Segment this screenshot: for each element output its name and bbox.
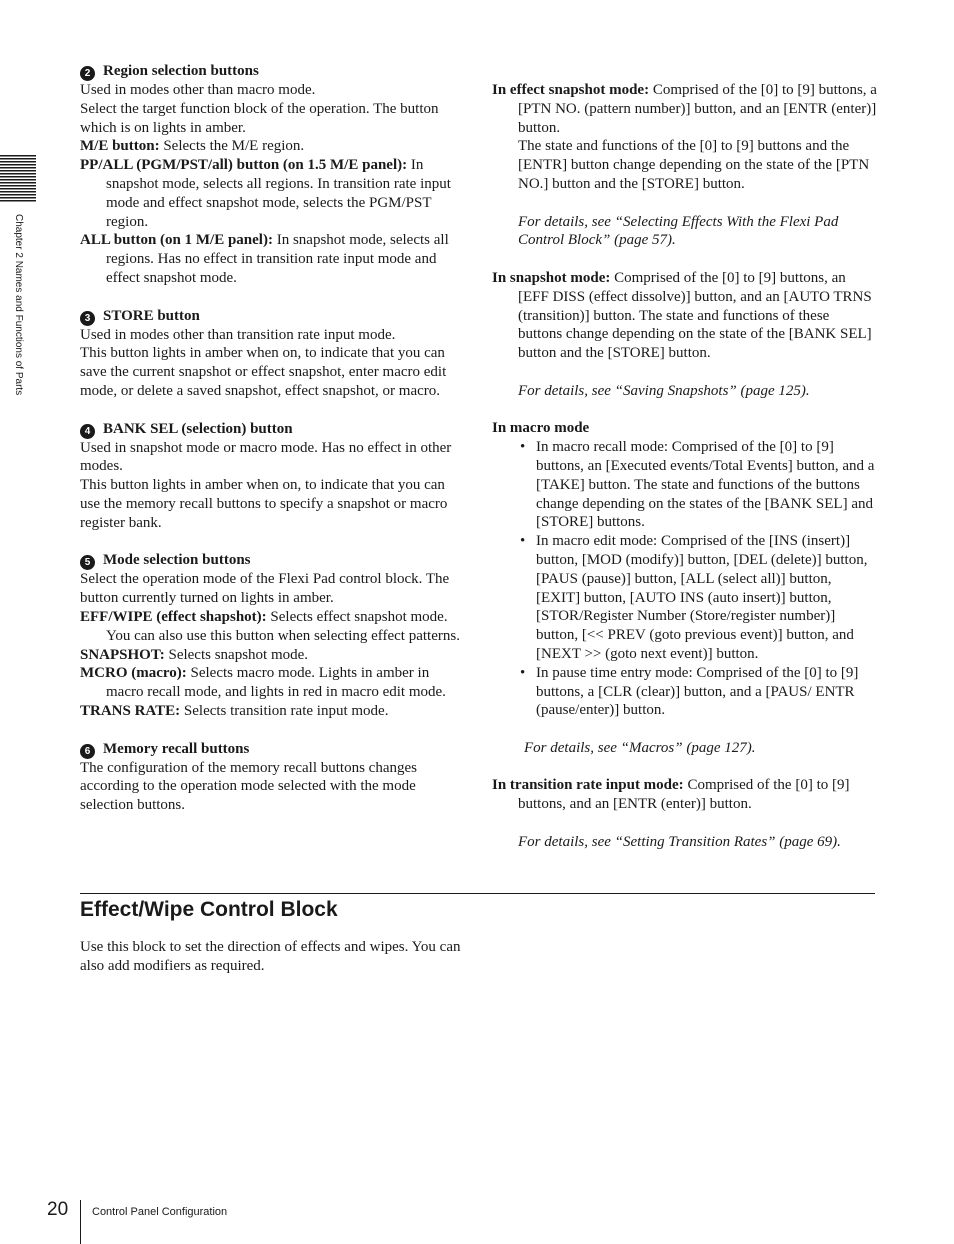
number-badge: 4: [80, 424, 95, 439]
section-heading: [80, 551, 462, 570]
definition-item: [80, 608, 462, 646]
snapshot-mode: [492, 269, 877, 401]
definition-item: [492, 269, 877, 363]
definition-term: M/E button:: [80, 138, 160, 155]
number-badge: 3: [80, 311, 95, 326]
section-store-button: [80, 307, 462, 401]
definition-item: [80, 646, 462, 665]
definition-text: Selects effect snapshot mode. You can also use this button when selecting effect patterns.: [106, 608, 460, 644]
effect-snapshot-mode: [492, 81, 877, 250]
paragraph: This button lights in amber when on, to indicate that you can use the memory recall buttons to specify a snapshot or macro register bank.: [80, 477, 448, 531]
definition-term: SNAPSHOT:: [80, 646, 165, 663]
definition-text: Selects transition rate input mode.: [180, 702, 389, 719]
footer-divider: [80, 1200, 81, 1244]
cross-reference: For details, see “Setting Transition Rates” (page 69).: [518, 833, 841, 850]
right-column: [492, 81, 877, 852]
bullet-list: [492, 438, 877, 720]
section-bank-sel: [80, 420, 462, 533]
definition-term: PP/ALL (PGM/PST/all) button (on 1.5 M/E panel):: [80, 157, 408, 174]
definition-text: Selects macro mode. Lights in amber in macro recall mode, and lights in red in macro edit mode.: [106, 665, 446, 701]
section-region-selection: [80, 62, 462, 288]
heading-text: STORE button: [103, 307, 200, 324]
section-heading: [80, 420, 462, 439]
definition-term: MCRO (macro):: [80, 665, 187, 682]
definition-term: EFF/WIPE (effect shapshot):: [80, 608, 267, 625]
subsection-heading: In macro mode: [492, 420, 590, 437]
left-column: [80, 62, 462, 815]
cross-reference: For details, see “Saving Snapshots” (page 125).: [518, 382, 810, 399]
transition-rate-mode: [492, 776, 877, 851]
definition-text: In snapshot mode, selects all regions. In transition rate input mode and effect snapshot mode, selects the PGM/PST region.: [106, 157, 451, 230]
section-heading: [80, 307, 462, 326]
paragraph: Select the target function block of the operation. The button which is on lights in amber.: [80, 100, 439, 136]
paragraph: The configuration of the memory recall buttons changes according to the operation mode selected with the mode selection buttons.: [80, 759, 417, 814]
number-badge: 6: [80, 744, 95, 759]
heading-text: BANK SEL (selection) button: [103, 420, 293, 437]
block-description: Use this block to set the direction of effects and wipes. You can also add modifiers as required.: [80, 939, 461, 974]
paragraph: This button lights in amber when on, to indicate that you can save the current snapshot or effect snapshot, enter macro edit mode, or delete a saved snapshot, effect snapshot, or macro.: [80, 345, 447, 399]
paragraph: The state and functions of the [0] to [9] buttons and the [ENTR] button change depending on the state of the [PTN NO.] button and the [STORE] button.: [518, 138, 870, 192]
heading-text: Region selection buttons: [103, 63, 259, 79]
definition-item: [80, 702, 462, 721]
definition-item: [80, 137, 462, 156]
block-title: Effect/Wipe Control Block: [80, 898, 338, 921]
cross-reference: For details, see “Macros” (page 127).: [524, 739, 756, 756]
chapter-label: Chapter 2 Names and Functions of Parts: [13, 214, 24, 396]
section-heading: [80, 740, 462, 759]
paragraph: Used in modes other than transition rate input mode.: [80, 326, 396, 343]
definition-text: Selects snapshot mode.: [164, 646, 309, 663]
section-divider: [80, 893, 875, 894]
definition-text: Comprised of the [0] to [9] buttons, and an [ENTR (enter)] button.: [518, 777, 850, 813]
definition-text: Selects the M/E region.: [159, 138, 305, 155]
footer-title: Control Panel Configuration: [92, 1206, 228, 1218]
heading-text: Memory recall buttons: [103, 740, 250, 757]
section-memory-recall: [80, 740, 462, 815]
heading-text: Mode selection buttons: [103, 552, 251, 569]
number-badge: 2: [80, 66, 95, 81]
macro-mode: [492, 419, 877, 757]
definition-term: ALL button (on 1 M/E panel):: [80, 232, 273, 249]
definition-item: [80, 156, 462, 231]
definition-term: TRANS RATE:: [80, 702, 181, 719]
definition-term: In transition rate input mode:: [492, 777, 684, 794]
section-mode-selection: [80, 551, 462, 720]
number-badge: 5: [80, 555, 95, 570]
list-item: • In macro edit mode: Comprised of the [INS (insert)] button, [MOD (modify)] button, [DEL (delete)] button, [PAUS (pause)] button, [ALL (select all)] button, [EXIT] button, [AUTO INS (auto insert)] button, [STOR/Register Number (Store/register number)] button, [<< PREV (goto previous event)] button, and [NEXT >> (goto next event)] button.: [536, 532, 877, 664]
definition-text: Comprised of the [0] to [9] buttons, a [PTN NO. (pattern number)] button, and an [ENTR (enter)] button.: [518, 82, 877, 136]
definition-term: In snapshot mode:: [492, 269, 611, 286]
list-item: • In pause time entry mode: Comprised of the [0] to [9] buttons, a [CLR (clear)] button, and a [PAUS/ ENTR (pause/enter)] button.: [536, 664, 877, 720]
definition-item: [492, 776, 877, 814]
chapter-tab-marks: [0, 155, 36, 203]
paragraph: Used in modes other than macro mode.: [80, 82, 316, 98]
cross-reference: For details, see “Selecting Effects With the Flexi Pad Control Block” (page 57).: [518, 213, 839, 249]
definition-item: [80, 664, 462, 702]
definition-text: In snapshot mode, selects all regions. Has no effect in transition rate input mode and effect snapshot mode.: [106, 232, 449, 286]
page-number: 20: [47, 1199, 69, 1220]
paragraph: Used in snapshot mode or macro mode. Has no effect in other modes.: [80, 439, 452, 475]
section-heading: [80, 62, 462, 81]
definition-term: In effect snapshot mode:: [492, 82, 650, 98]
list-item: • In macro recall mode: Comprised of the [0] to [9] buttons, an [Executed events/Total Events] button, and a [TAKE] button. The state and functions of the buttons change depending on the states of the [BANK SEL] and [STORE] buttons.: [536, 438, 877, 532]
definition-item: [80, 231, 462, 287]
definition-text: Comprised of the [0] to [9] buttons, an [EFF DISS (effect dissolve)] button, and an [AUTO TRNS (transition)] button. The state and functions of these buttons change depending on the state of the [BANK SEL] button and the [STORE] button.: [518, 269, 872, 362]
definition-item: [492, 81, 877, 137]
paragraph: Select the operation mode of the Flexi Pad control block. The button currently turned on lights in amber.: [80, 571, 450, 607]
